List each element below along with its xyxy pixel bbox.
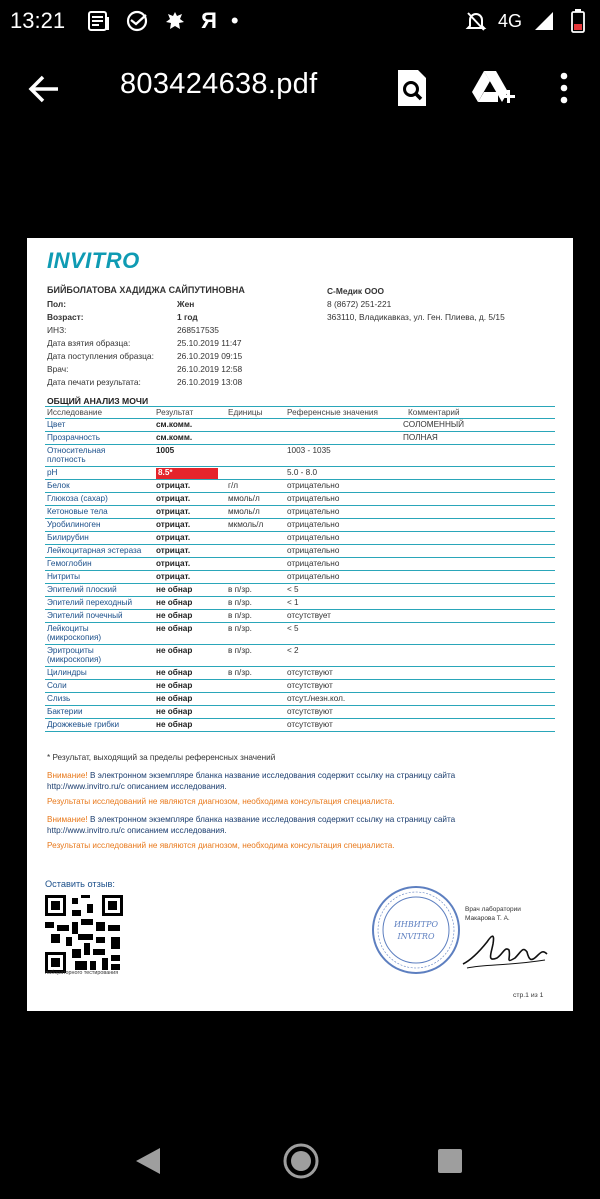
review-label: Оставить отзыв: [45,879,115,889]
taken-label: Дата взятия образца: [47,338,131,348]
row-result: не обнар [156,624,193,633]
row-reference: отрицательно [287,533,340,542]
svg-text:ИНВИТРО: ИНВИТРО [393,920,439,929]
row-test-name: pH [47,468,58,477]
row-reference: отсут./незн.кол. [287,694,346,703]
attention-text: В электронном экземпляре бланка название исследования содержит ссылку на страницу сайта [87,771,456,780]
row-test-name: Гемоглобин [47,559,92,568]
attention-text: В электронном экземпляре бланка название исследования содержит ссылку на страницу сайта [87,815,456,824]
more-options-icon[interactable] [552,70,576,106]
printed-label: Дата печати результата: [47,377,141,387]
navigation-bar [0,1118,600,1199]
status-time: 13:21 [10,8,66,33]
row-test-name-cont: (микроскопия) [47,633,102,642]
row-units: в п/зр. [228,668,252,677]
table-row [45,558,555,571]
row-result: отрицат. [156,507,191,516]
page-number: стр.1 из 1 [513,992,544,999]
row-result: не обнар [156,681,193,690]
add-to-drive-icon[interactable] [470,68,516,108]
row-reference: 1003 - 1035 [287,446,331,455]
disclaimer: Результаты исследований не являются диагнозом, необходима консультация специалиста. [47,841,395,850]
row-units: в п/зр. [228,598,252,607]
row-result: не обнар [156,646,193,655]
row-result: отрицат. [156,559,191,568]
row-test-name: Дрожжевые грибки [47,720,120,729]
table-row [45,432,555,445]
table-row [45,506,555,519]
table-row [45,519,555,532]
sex-label: Пол: [47,299,67,309]
attention-link[interactable]: http://www.invitro.ru/с описанием исследования. [47,825,227,835]
invitro-logo: INVITRO [47,248,140,273]
table-row [45,706,555,719]
qr-caption: лабораторного тестирования [45,970,119,976]
network-type: 4G [497,10,522,31]
attention-word: Внимание! [47,815,88,824]
row-units: в п/зр. [228,585,252,594]
table-row [45,597,555,610]
taken-value: 25.10.2019 11:47 [177,338,242,348]
gosuslugi-emblem-icon [163,10,187,32]
table-row [45,480,555,493]
row-reference: отсутствуют [287,707,333,716]
row-test-name: Уробилиноген [47,520,101,529]
row-comment: СОЛОМЕННЫЙ [403,420,464,429]
row-test-name: Цилиндры [47,668,87,677]
row-test-name-cont: (микроскопия) [47,655,102,664]
table-row [45,719,555,732]
row-result: отрицат. [156,494,191,503]
mute-icon [464,10,488,32]
row-result: см.комм. [156,433,193,442]
section-title: ОБЩИЙ АНАЛИЗ МОЧИ [47,396,149,406]
yandex-icon: Я [201,8,217,33]
doctor-date: 26.10.2019 12:58 [177,364,243,374]
row-reference: отрицательно [287,520,340,529]
row-result: отрицат. [156,572,191,581]
row-test-name: Относительная [47,446,106,455]
attention-block-2 [47,815,547,836]
received-label: Дата поступления образца: [47,351,154,361]
row-result: не обнар [156,668,193,677]
row-test-name: Лейкоциты [47,624,89,633]
table-row [45,571,555,584]
document-title: 803424638.pdf [120,68,318,100]
row-result: не обнар [156,707,193,716]
status-bar [0,0,600,42]
row-test-name: Эпителий почечный [47,611,123,620]
row-reference: < 2 [287,646,299,655]
row-result: не обнар [156,694,193,703]
row-units: ммоль/л [228,494,260,503]
row-reference: отрицательно [287,559,340,568]
clinic-name: С-Медик ООО [327,286,384,296]
row-test-name: Лейкоцитарная эстераза [47,546,142,555]
row-comment: ПОЛНАЯ [403,433,438,442]
clinic-address: 363110, Владикавказ, ул. Ген. Плиева, д. 5/15 [327,312,505,322]
table-row [45,623,555,645]
row-reference: отсутствуют [287,681,333,690]
row-test-name: Эпителий плоский [47,585,117,594]
table-row [45,667,555,680]
table-row [45,584,555,597]
table-header [45,406,555,419]
row-units: г/л [228,481,239,490]
row-units: в п/зр. [228,611,252,620]
row-test-name: Эпителий переходный [47,598,133,607]
table-row [45,493,555,506]
battery-icon [566,10,590,32]
row-test-name: Бактерии [47,707,83,716]
row-result: не обнар [156,585,193,594]
patient-name: БИЙБОЛАТОВА ХАДИДЖА САЙПУТИНОВНА [47,285,245,295]
row-units: в п/зр. [228,646,252,655]
col-units: Единицы [228,408,263,417]
row-test-name: Билирубин [47,533,89,542]
row-result: отрицат. [156,546,191,555]
row-units: в п/зр. [228,624,252,633]
clinic-phone: 8 (8672) 251-221 [327,299,392,309]
table-row [45,545,555,558]
age-label: Возраст: [47,312,84,322]
qr-code-icon[interactable] [45,895,123,973]
table-row [45,680,555,693]
table-row [45,645,555,667]
signature-icon [457,924,551,974]
row-reference: отрицательно [287,507,340,516]
row-reference: < 1 [287,598,299,607]
row-reference: 5.0 - 8.0 [287,468,318,477]
row-test-name: Прозрачность [47,433,101,442]
row-result: см.комм. [156,420,193,429]
row-reference: отрицательно [287,546,340,555]
pdf-viewer-toolbar [0,42,600,134]
table-row [45,467,555,480]
row-reference: отсутствуют [287,720,333,729]
find-in-document-icon[interactable] [394,68,430,108]
table-row [45,532,555,545]
row-test-name: Глюкоза (сахар) [47,494,108,503]
nav-back-icon[interactable] [134,1146,162,1176]
row-result: не обнар [156,720,193,729]
row-result: отрицат. [156,533,191,542]
lab-stamp-icon [370,884,462,976]
sberbank-icon [125,10,149,32]
row-result: 1005 [156,446,175,455]
inz-value: 268517535 [177,325,219,335]
table-row [45,610,555,623]
col-result: Результат [156,408,194,417]
row-reference: < 5 [287,624,299,633]
row-reference: < 5 [287,585,299,594]
results-table [45,406,555,732]
notification-dot: • [230,8,239,33]
row-units: ммоль/л [228,507,260,516]
footnote: * Результат, выходящий за пределы референсных значений [47,753,276,762]
back-arrow-icon[interactable] [28,72,62,106]
pdf-page[interactable] [27,238,573,1011]
row-result: отрицат. [156,520,191,529]
inz-label: ИНЗ: [47,325,67,335]
row-test-name-cont: плотность [47,455,86,464]
attention-word: Внимание! [47,771,88,780]
col-reference: Референсные значения [287,408,378,417]
col-comment: Комментарий [408,408,460,417]
row-reference: отрицательно [287,494,340,503]
doctor-name: Макарова Т. А. [465,915,510,922]
row-test-name: Соли [47,681,67,690]
signal-icon [532,10,556,32]
disclaimer: Результаты исследований не являются диагнозом, необходима консультация специалиста. [47,797,395,806]
svg-text:INVITRO: INVITRO [397,932,435,941]
news-icon [87,10,111,32]
received-value: 26.10.2019 09:15 [177,351,243,361]
row-result: 8.5* [156,468,218,479]
table-row [45,445,555,467]
attention-link[interactable]: http://www.invitro.ru/с описанием исследования. [47,781,227,791]
row-test-name: Цвет [47,420,66,429]
printed-value: 26.10.2019 13:08 [177,377,243,387]
sex-value: Жен [177,299,195,309]
col-test: Исследование [47,408,103,417]
nav-recents-icon[interactable] [437,1148,463,1174]
row-test-name: Белок [47,481,70,490]
row-reference: отрицательно [287,481,340,490]
attention-block-1 [47,771,547,792]
age-value: 1 год [177,312,198,322]
table-row [45,419,555,432]
row-test-name: Кетоновые тела [47,507,108,516]
row-reference: отрицательно [287,572,340,581]
row-reference: отсутствует [287,611,331,620]
table-row [45,693,555,706]
doctor-title: Врач лаборатории [465,906,521,913]
row-result: не обнар [156,598,193,607]
nav-home-icon[interactable] [282,1142,320,1180]
doctor-block [465,905,521,923]
row-result: отрицат. [156,481,191,490]
row-test-name: Слизь [47,694,71,703]
row-reference: отсутствуют [287,668,333,677]
row-test-name: Нитриты [47,572,80,581]
doctor-label: Врач: [47,364,69,374]
row-units: мкмоль/л [228,520,264,529]
row-result: не обнар [156,611,193,620]
row-test-name: Эритроциты [47,646,94,655]
